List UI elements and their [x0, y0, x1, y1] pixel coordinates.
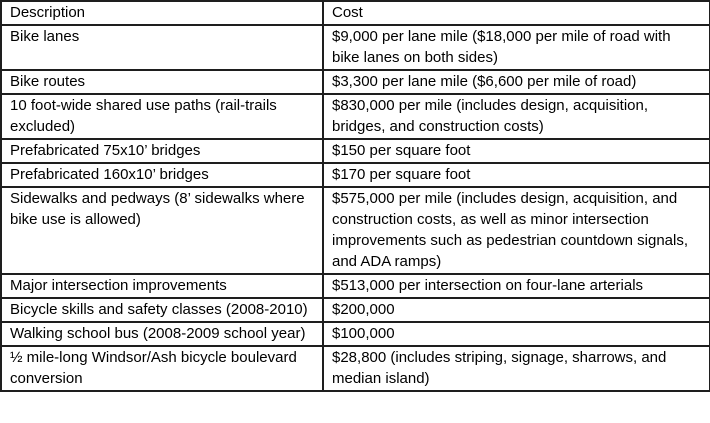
table-row [1, 274, 710, 298]
cost-cell: $170 per square foot [323, 163, 710, 187]
cost-cell: $513,000 per intersection on four-lane arterials [323, 274, 710, 298]
column-header-cost: Cost [323, 1, 710, 25]
description-cell: Prefabricated 160x10’ bridges [1, 163, 323, 187]
description-cell: Prefabricated 75x10’ bridges [1, 139, 323, 163]
cost-cell: $575,000 per mile (includes design, acquisition, and construction costs, as well as minor intersection improvements such as pedestrian countdown signals, and ADA ramps) [323, 187, 710, 274]
table-row [1, 322, 710, 346]
table-row [1, 298, 710, 322]
table-row [1, 346, 710, 391]
table-row [1, 163, 710, 187]
description-cell: Walking school bus (2008-2009 school year) [1, 322, 323, 346]
description-cell: Bike routes [1, 70, 323, 94]
cost-cell: $9,000 per lane mile ($18,000 per mile of road with bike lanes on both sides) [323, 25, 710, 70]
description-cell: Major intersection improvements [1, 274, 323, 298]
cost-cell: $3,300 per lane mile ($6,600 per mile of road) [323, 70, 710, 94]
description-cell: Bicycle skills and safety classes (2008-2010) [1, 298, 323, 322]
cost-cell: $830,000 per mile (includes design, acquisition, bridges, and construction costs) [323, 94, 710, 139]
table-header-row [1, 1, 710, 25]
table-row [1, 94, 710, 139]
cost-cell: $200,000 [323, 298, 710, 322]
column-header-description: Description [1, 1, 323, 25]
cost-cell: $150 per square foot [323, 139, 710, 163]
cost-cell: $28,800 (includes striping, signage, sharrows, and median island) [323, 346, 710, 391]
description-cell: Sidewalks and pedways (8’ sidewalks where bike use is allowed) [1, 187, 323, 274]
table-row [1, 25, 710, 70]
table-row [1, 139, 710, 163]
description-cell: Bike lanes [1, 25, 323, 70]
description-cell: 10 foot-wide shared use paths (rail-trails excluded) [1, 94, 323, 139]
cost-cell: $100,000 [323, 322, 710, 346]
description-cell: ½ mile-long Windsor/Ash bicycle boulevard conversion [1, 346, 323, 391]
table-row [1, 70, 710, 94]
table-row [1, 187, 710, 274]
